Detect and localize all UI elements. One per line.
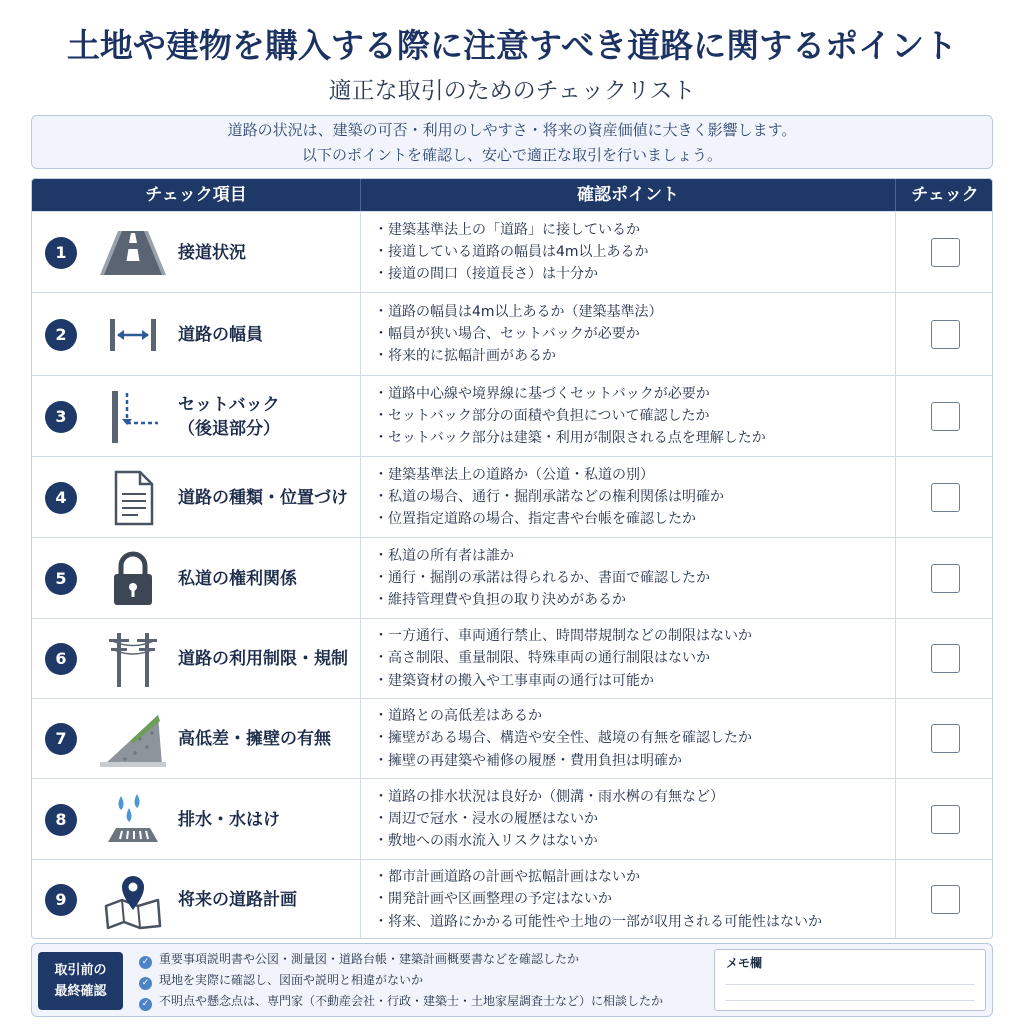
check-checkbox[interactable]: [931, 320, 960, 349]
check-item-label: 道路の幅員: [178, 324, 263, 345]
table-row: [32, 618, 993, 698]
final-check-list: [139, 949, 719, 1012]
check-item-label: 道路の種類・位置づけ: [178, 487, 348, 508]
confirm-point: ・私道の所有者は誰か: [374, 547, 514, 564]
map-pin-icon: [100, 870, 166, 930]
column-divider: [360, 376, 361, 456]
final-check-panel: [31, 943, 993, 1017]
confirm-point: ・幅員が狭い場合、セットバックが必要か: [374, 325, 640, 342]
column-divider: [360, 538, 361, 618]
table-row: [32, 537, 993, 618]
column-divider: [360, 860, 361, 939]
check-item-label: 将来の道路計画: [178, 890, 297, 910]
confirm-point: ・高さ制限、重量制限、特殊車両の通行制限はないか: [374, 650, 710, 667]
confirm-points-list: [374, 301, 894, 368]
header-confirm-points: 確認ポイント: [360, 179, 895, 211]
intro-line-1: 道路の状況は、建築の可否・利用のしやすさ・将来の資産価値に大きく影響します。: [227, 121, 797, 139]
table-row: [32, 698, 993, 778]
column-divider: [895, 779, 896, 859]
confirm-point: ・擁壁の再建築や補修の履歴・費用負担は明確か: [374, 752, 682, 769]
document-icon: [100, 468, 166, 528]
final-check-text: 不明点や懸念点は、専門家（不動産会社・行政・建築士・土地家屋調査士など）に相談したか: [159, 994, 664, 1008]
item-number-badge: 3: [45, 401, 77, 433]
confirm-point: ・擁壁がある場合、構造や安全性、越境の有無を確認したか: [374, 730, 752, 747]
header-check: チェック: [895, 179, 993, 211]
table-header: [32, 179, 993, 211]
check-checkbox[interactable]: [931, 402, 960, 431]
utility-pole-icon: [100, 629, 166, 689]
check-circle-icon: ✓: [139, 956, 152, 969]
check-checkbox[interactable]: [931, 805, 960, 834]
check-checkbox[interactable]: [931, 724, 960, 753]
check-checkbox[interactable]: [931, 644, 960, 673]
item-number-badge: 4: [45, 482, 77, 514]
check-item-label: 私道の権利関係: [178, 568, 297, 589]
confirm-points-list: [374, 383, 894, 450]
confirm-point: ・私道の場合、通行・掘削承諾などの権利関係は明確か: [374, 488, 724, 505]
road-icon: [100, 223, 166, 283]
check-checkbox[interactable]: [931, 238, 960, 267]
check-checkbox[interactable]: [931, 564, 960, 593]
final-check-text: 重要事項説明書や公図・測量図・道路台帳・建築計画概要書などを確認したか: [159, 952, 580, 966]
confirm-point: ・建築基準法上の道路か（公道・私道の別）: [374, 466, 654, 483]
confirm-point: ・道路との高低差はあるか: [374, 708, 542, 724]
intro-panel: [31, 115, 993, 169]
final-check-badge-line-1: 取引前の: [54, 963, 107, 978]
item-number-badge: 6: [45, 643, 77, 675]
column-divider: [895, 293, 896, 375]
final-check-badge: [38, 952, 123, 1010]
confirm-point: ・道路の幅員は4m以上あるか（建築基準法）: [374, 303, 663, 320]
item-number-badge: 5: [45, 563, 77, 595]
confirm-point: ・道路中心線や境界線に基づくセットバックが必要か: [374, 385, 710, 402]
width-arrow-icon: [100, 305, 166, 365]
column-divider: [895, 619, 896, 698]
final-check-text: 現地を実際に確認し、図面や説明と相違がないか: [159, 973, 424, 987]
confirm-point: ・敷地への雨水流入リスクはないか: [374, 833, 598, 850]
confirm-point: ・位置指定道路の場合、指定書や台帳を確認したか: [374, 511, 696, 528]
confirm-points-list: [374, 866, 894, 933]
confirm-point: ・通行・掘削の承諾は得られるか、書面で確認したか: [374, 569, 710, 586]
confirm-point: ・将来的に拡幅計画があるか: [374, 348, 556, 365]
memo-line: [725, 1000, 975, 1001]
confirm-point: ・セットバック部分は建築・利用が制限される点を理解したか: [374, 430, 766, 447]
final-check-item: [139, 991, 719, 1012]
column-divider: [895, 538, 896, 618]
confirm-point: ・一方通行、車両通行禁止、時間帯規制などの制限はないか: [374, 628, 752, 644]
table-row: [32, 859, 993, 939]
check-item-label: 接道状況: [178, 242, 246, 263]
confirm-point: ・開発計画や区画整理の予定はないか: [374, 891, 612, 908]
check-circle-icon: ✓: [139, 998, 152, 1011]
confirm-points-list: [374, 219, 894, 286]
table-row: [32, 292, 993, 375]
column-divider: [360, 212, 361, 292]
confirm-points-list: [374, 786, 894, 853]
column-divider: [895, 860, 896, 939]
confirm-points-list: [374, 625, 894, 692]
item-number-badge: 7: [45, 723, 77, 755]
page-subtitle: 適正な取引のためのチェックリスト: [328, 78, 696, 104]
setback-icon: [100, 387, 166, 447]
column-divider: [895, 457, 896, 537]
header-check-item: チェック項目: [145, 185, 247, 205]
confirm-point: ・維持管理費や負担の取り決めがあるか: [374, 592, 626, 609]
item-number-badge: 8: [45, 804, 77, 836]
check-checkbox[interactable]: [931, 483, 960, 512]
column-divider: [360, 699, 361, 778]
confirm-point: ・建築資材の搬入や工事車両の通行は可能か: [374, 672, 654, 689]
check-item-label: 高低差・擁壁の有無: [178, 729, 331, 749]
final-check-badge-line-2: 最終確認: [54, 984, 107, 999]
final-check-item: [139, 949, 719, 970]
check-item-label: 道路の利用制限・規制: [178, 649, 348, 669]
checklist-table: [31, 178, 993, 939]
confirm-point: ・建築基準法上の「道路」に接しているか: [374, 221, 640, 238]
check-item-label: 排水・水はけ: [178, 809, 280, 830]
column-divider: [895, 376, 896, 456]
item-number-badge: 9: [45, 884, 77, 916]
item-number-badge: 2: [45, 319, 77, 351]
column-divider: [360, 293, 361, 375]
confirm-point: ・将来、道路にかかる可能性や土地の一部が収用される可能性はないか: [374, 913, 822, 930]
check-checkbox[interactable]: [931, 885, 960, 914]
retaining-wall-icon: [100, 709, 166, 769]
column-divider: [360, 779, 361, 859]
drainage-icon: [100, 790, 166, 850]
confirm-points-list: [374, 705, 894, 772]
confirm-point: ・道路の排水状況は良好か（側溝・雨水桝の有無など）: [374, 788, 724, 805]
check-item-label: セットバック （後退部分）: [178, 394, 280, 439]
column-divider: [895, 699, 896, 778]
final-check-item: [139, 970, 719, 991]
item-number-badge: 1: [45, 237, 77, 269]
table-row: [32, 211, 993, 292]
lock-icon: [100, 549, 166, 609]
column-divider: [895, 212, 896, 292]
check-circle-icon: ✓: [139, 977, 152, 990]
memo-label: メモ欄: [726, 956, 763, 970]
column-divider: [360, 457, 361, 537]
confirm-point: ・都市計画道路の計画や拡幅計画はないか: [374, 869, 640, 885]
intro-line-2: 以下のポイントを確認し、安心で適正な取引を行いましょう。: [301, 146, 722, 164]
table-row: [32, 456, 993, 537]
confirm-points-list: [374, 464, 894, 531]
page-title: 土地や建物を購入する際に注意すべき道路に関するポイント: [66, 26, 958, 65]
memo-line: [725, 984, 975, 985]
table-row: [32, 375, 993, 456]
memo-field[interactable]: [714, 949, 986, 1011]
confirm-point: ・接道の間口（接道長さ）は十分か: [374, 266, 598, 283]
confirm-points-list: [374, 545, 894, 612]
table-row: [32, 778, 993, 859]
confirm-point: ・接道している道路の幅員は4m以上あるか: [374, 243, 649, 260]
column-divider: [360, 619, 361, 698]
confirm-point: ・周辺で冠水・浸水の履歴はないか: [374, 810, 598, 827]
confirm-point: ・セットバック部分の面積や負担について確認したか: [374, 407, 710, 424]
